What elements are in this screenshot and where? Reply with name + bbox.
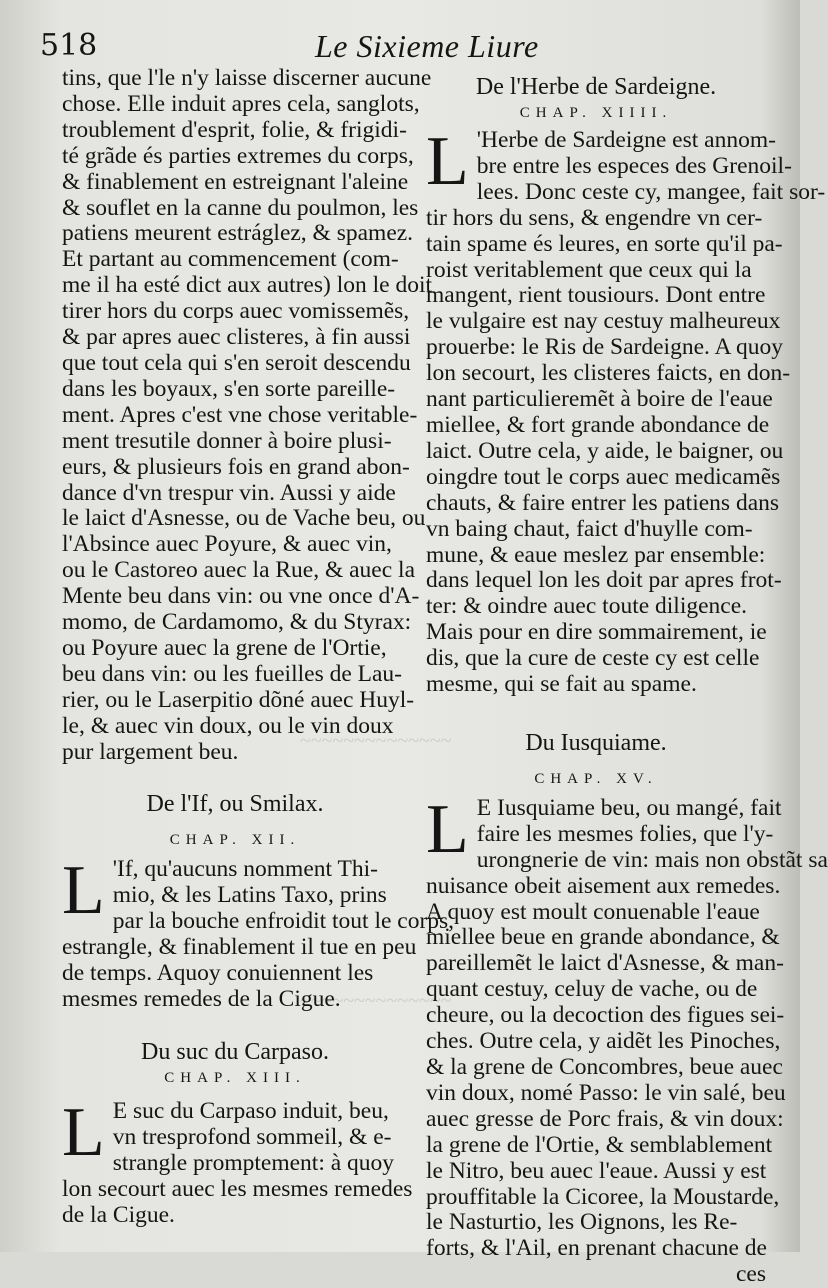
- text-line: faire les mesmes folies, que l'y-: [476, 820, 774, 847]
- text-line: E Iusquiame beu, ou mangé, fait: [476, 794, 782, 821]
- section-body: [62, 1093, 413, 1229]
- text-line: A quoy est moult conuenable l'eaue: [426, 898, 760, 925]
- text-line: & finablement en estreignant l'aleine: [62, 168, 409, 195]
- text-line: vin doux, nomé Passo: le vin salé, beu: [426, 1079, 786, 1106]
- section-iusquiame: [426, 728, 828, 1288]
- text-line: mangent, rient tousiours. Dont entre: [426, 282, 766, 309]
- text-line: me il ha esté dict aux autres) lon le doit: [62, 272, 433, 299]
- text-line: mesmes remedes de la Cigue.: [62, 986, 341, 1012]
- drop-cap: L: [62, 1093, 105, 1171]
- text-line: roist veritablement que ceux qui la: [426, 256, 752, 283]
- text-line: le Nitro, beu auec l'eaue. Aussi y est: [426, 1157, 767, 1184]
- show-through-text: ~~~~~~~~~~~~~~: [300, 990, 452, 1012]
- text-line: mio, & les Latins Taxo, prins: [112, 882, 387, 909]
- text-line: rier, ou le Laserpitio dõné auec Huyl-: [62, 686, 415, 713]
- text-line: 'If, qu'aucuns nomment Thi-: [112, 856, 378, 883]
- text-line: tins, que l'le n'y laisse discerner aucune: [62, 65, 432, 91]
- text-line: forts, & l'Ail, en prenant chacune de: [426, 1235, 767, 1262]
- text-line: le laict d'Asnesse, ou de Vache beu, ou: [62, 505, 426, 532]
- text-line: vn tresprofond sommeil, & e-: [112, 1123, 392, 1150]
- catchword: ces: [735, 1261, 766, 1288]
- drop-cap: L: [426, 790, 469, 868]
- text-line: tain spame és leures, en sorte qu'il pa-: [426, 230, 783, 257]
- running-head: Le Sixieme Liure: [315, 28, 539, 64]
- text-line: le Nasturtio, les Oignons, les Re-: [426, 1209, 738, 1236]
- text-line: eurs, & plusieurs fois en grand abon-: [62, 453, 410, 480]
- text-line: mesme, qui se fait au spame.: [426, 671, 697, 698]
- section-body: [426, 790, 828, 1262]
- text-line: vn baing chaut, faict d'huylle com-: [426, 515, 753, 542]
- text-line: E suc du Carpaso induit, beu,: [112, 1097, 389, 1124]
- text-line: nuisance obeit aisement aux remedes.: [426, 872, 781, 899]
- text-line: que tout cela qui s'en seroit descendu: [62, 349, 411, 376]
- continuation-text: [62, 65, 433, 765]
- text-line: pareillemẽt le laict d'Asnesse, & man-: [426, 950, 784, 977]
- text-line: chose. Elle induit apres cela, sanglots,: [62, 90, 420, 117]
- text-line: de la Cigue.: [62, 1201, 175, 1228]
- section-lines: [426, 123, 826, 698]
- text-line: 'Herbe de Sardeigne est annom-: [476, 127, 776, 153]
- text-line: dis, que la cure de ceste cy est celle: [426, 645, 760, 672]
- section-gap: [62, 1013, 408, 1037]
- text-line: Mais pour en dire sommairement, ie: [426, 619, 767, 646]
- text-line: le, & auec vin doux, ou le vin doux: [62, 712, 394, 739]
- section-lines: [62, 1093, 413, 1229]
- section-title: De l'If, ou Smilax.: [146, 791, 324, 818]
- text-line: patiens meurent estráglez, & spamez.: [62, 220, 414, 247]
- text-line: pur largement beu.: [62, 738, 239, 765]
- text-line: prouffitable la Cicoree, la Moustarde,: [426, 1183, 780, 1210]
- text-line: ou le Castoreo auec la Rue, & auec la: [62, 557, 416, 584]
- text-line: tirer hors du corps auec vomissemẽs,: [62, 298, 410, 325]
- chapter-label: CHAP. XV.: [534, 770, 658, 787]
- text-line: l'Absince auec Poyure, & auec vin,: [62, 531, 392, 558]
- text-line: lon secourt, les clisteres faicts, en don-: [426, 360, 791, 387]
- text-line: troublement d'esprit, folie, & frigidi-: [62, 116, 407, 143]
- text-line: ter: & oindre auec toute diligence.: [426, 593, 748, 620]
- text-line: momo, de Cardamomo, & du Styrax:: [62, 609, 412, 636]
- text-line: ment tresutile donner à boire plusi-: [62, 427, 392, 454]
- text-line: estrangle, & finablement il tue en peu: [62, 934, 417, 961]
- text-line: prouerbe: le Ris de Sardeigne. A quoy: [426, 334, 783, 361]
- text-line: la grene de l'Ortie, & semblablement: [426, 1131, 773, 1158]
- text-line: Mente beu dans vin: ou vne once d'A-: [62, 583, 420, 610]
- text-line: ou Poyure auec la grene de l'Ortie,: [62, 634, 387, 661]
- text-line: ment. Apres c'est vne chose veritable-: [62, 401, 418, 428]
- section-gap: [426, 698, 766, 728]
- section-lines: [62, 852, 455, 1012]
- folio-number: 518: [40, 28, 98, 63]
- text-line: & la grene de Concombres, beue auec: [426, 1054, 783, 1080]
- section-title: Du Iusquiame.: [525, 729, 667, 756]
- text-line: oingdre tout le corps auec medicamẽs: [426, 463, 781, 490]
- drop-cap: L: [62, 852, 105, 930]
- text-line: le vulgaire est nay cestuy malheureux: [426, 308, 781, 335]
- text-line: dans lequel lon les doit par apres frot-: [426, 567, 782, 594]
- section-if-smilax: [62, 789, 455, 1012]
- section-title: De l'Herbe de Sardeigne.: [475, 74, 717, 100]
- text-line: beu dans vin: ou les fueilles de Lau-: [62, 660, 403, 687]
- section-body: [426, 123, 826, 698]
- section-herbe-sardeigne: [426, 72, 826, 698]
- text-line: lees. Donc ceste cy, mangee, fait sor-: [476, 178, 826, 205]
- show-through-text: ~~~~~~~~~~~~~~: [300, 730, 452, 752]
- chapter-label: CHAP. XIIII.: [519, 105, 673, 121]
- text-line: bre entre les especes des Grenoil-: [476, 152, 792, 179]
- section-gap: [62, 765, 408, 789]
- text-line: miellee beue en grande abondance, &: [426, 924, 780, 951]
- text-line: mune, & eaue meslez par ensemble:: [426, 541, 766, 568]
- section-title: Du suc du Carpaso.: [141, 1038, 329, 1065]
- text-line: tir hors du sens, & engendre vn cer-: [426, 204, 763, 231]
- text-line: ches. Outre cela, y aidẽt les Pinoches,: [426, 1028, 781, 1055]
- text-line: chauts, & faire entrer les patiens dans: [426, 489, 780, 516]
- text-line: Et partant au commencement (com-: [62, 246, 399, 273]
- chapter-label: CHAP. XII.: [169, 832, 301, 849]
- text-line: auec gresse de Porc frais, & vin doux:: [426, 1105, 784, 1132]
- right-column: [426, 72, 828, 1288]
- section-lines: [426, 790, 828, 1262]
- text-line: par la bouche enfroidit tout le corps,: [112, 908, 455, 935]
- text-line: strangle promptement: à quoy: [112, 1149, 395, 1176]
- chapter-label: CHAP. XIII.: [164, 1069, 306, 1086]
- text-line: laict. Outre cela, y aide, le baigner, ou: [426, 437, 784, 464]
- text-line: lon secourt auec les mesmes remedes: [62, 1175, 413, 1202]
- text-line: & souflet en la canne du poulmon, les: [62, 194, 419, 221]
- text-line: quant cestuy, celuy de vache, ou de: [426, 976, 758, 1003]
- left-column: [62, 65, 455, 1228]
- text-line: dans les boyaux, s'en sorte pareille-: [62, 375, 396, 402]
- section-carpaso: [62, 1037, 413, 1229]
- text-line: dance d'vn trespur vin. Aussi y aide: [62, 479, 396, 506]
- text-line: de temps. Aquoy conuiennent les: [62, 960, 374, 987]
- text-line: nant particulieremẽt à boire de l'eaue: [426, 386, 773, 413]
- text-line: cheure, ou la decoction des figues sei-: [426, 1002, 785, 1029]
- section-body: [62, 852, 455, 1012]
- text-line: urongnerie de vin: mais non obstãt sa: [476, 846, 828, 873]
- drop-cap: L: [426, 123, 469, 200]
- text-line: miellee, & fort grande abondance de: [426, 411, 770, 438]
- text-line: & par apres auec clisteres, à fin aussi: [62, 324, 411, 351]
- text-line: té grãde és parties extremes du corps,: [62, 142, 414, 169]
